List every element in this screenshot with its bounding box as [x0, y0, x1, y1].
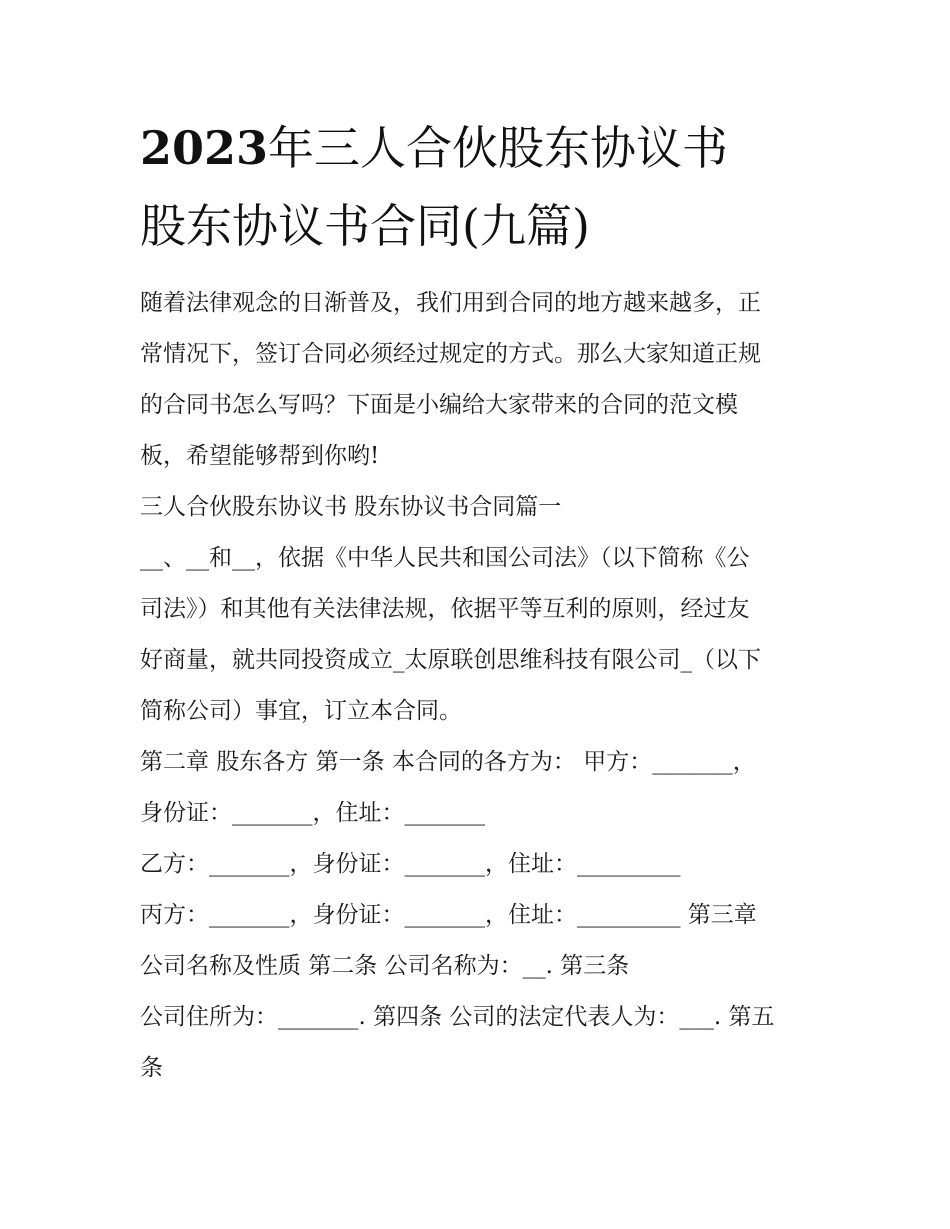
document-title-line-1 — [140, 118, 840, 178]
body-line: 第二章 股东各方 第一条 本合同的各方为： 甲方：_______， — [140, 749, 756, 775]
body-line: 板，希望能够帮到你哟! — [140, 443, 380, 469]
body-line: 简称公司）事宜，订立本合同。 — [140, 698, 462, 724]
body-line: 公司住所为：_______. 第四条 公司的法定代表人为：___. 第五 — [140, 1004, 775, 1030]
body-line: 的合同书怎么写吗？下面是小编给大家带来的合同的范文模 — [140, 392, 738, 418]
body-line: 公司名称及性质 第二条 公司名称为：__. 第三条 — [140, 953, 630, 979]
title-year: 2023 — [140, 121, 269, 175]
body-line: 好商量，就共同投资成立_太原联创思维科技有限公司_（以下 — [140, 647, 761, 673]
body-line: 司法》）和其他有关法律法规，依据平等互利的原则，经过友 — [140, 596, 750, 622]
title-main: 年三人合伙股东协议书 — [268, 121, 729, 175]
body-line: 身份证：_______，住址：_______ — [140, 800, 485, 826]
body-line: __、__和__，依据《中华人民共和国公司法》（以下简称《公 — [140, 545, 750, 571]
document-body — [140, 278, 820, 1094]
body-line: 常情况下，签订合同必须经过规定的方式。那么大家知道正规 — [140, 341, 761, 367]
body-line: 丙方：_______，身份证：_______，住址：_________ 第三章 — [140, 902, 757, 928]
section-heading: 三人合伙股东协议书 股东协议书合同篇一 — [140, 494, 562, 520]
body-line: 随着法律观念的日渐普及，我们用到合同的地方越来越多，正 — [140, 290, 761, 316]
body-line: 乙方：_______，身份证：_______，住址：_________ — [140, 851, 681, 877]
body-line: 条 — [140, 1055, 163, 1081]
document-title-line-2: 股东协议书合同(九篇) — [140, 199, 590, 253]
